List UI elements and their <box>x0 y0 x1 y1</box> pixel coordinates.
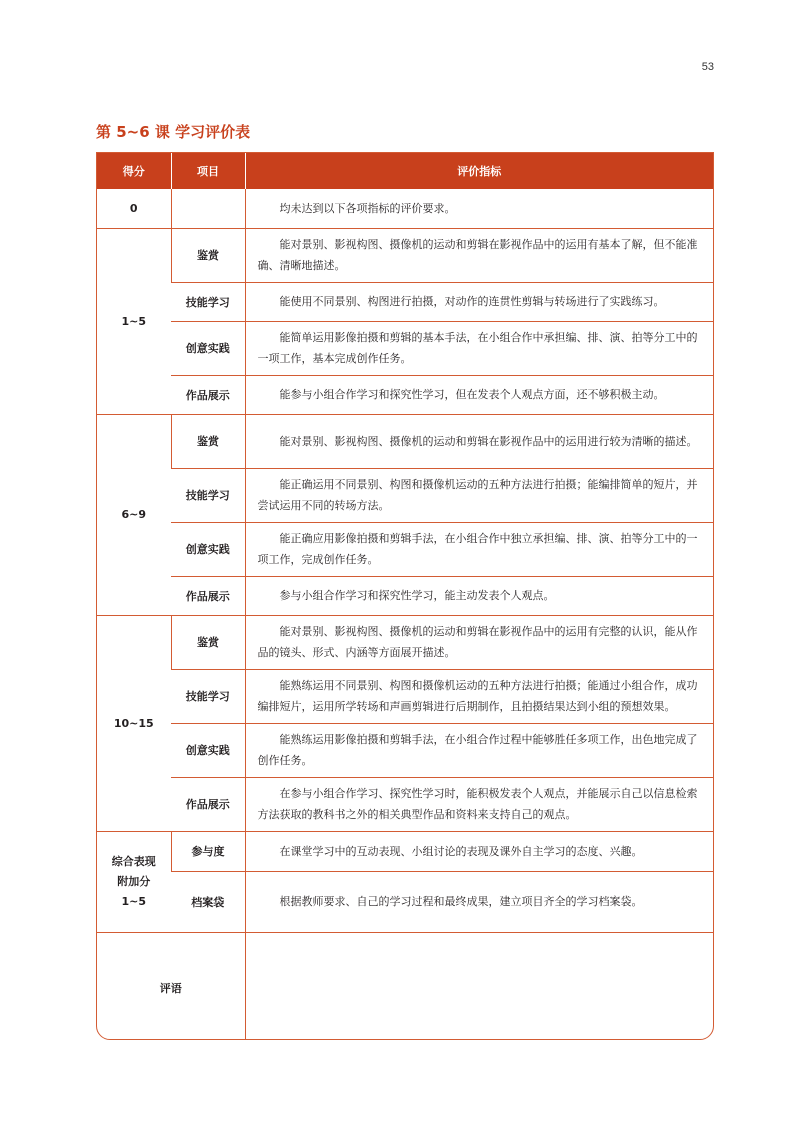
criteria-cell: 均未达到以下各项指标的评价要求。 <box>245 189 713 228</box>
header-item: 项目 <box>171 153 245 189</box>
criteria-cell: 能熟练运用影像拍摄和剪辑手法，在小组合作过程中能够胜任多项工作，出色地完成了创作任务。 <box>245 723 713 777</box>
item-cell: 创意实践 <box>171 321 245 375</box>
table-row <box>97 871 713 932</box>
criteria-cell: 能使用不同景别、构图进行拍摄，对动作的连贯性剪辑与转场进行了实践练习。 <box>245 282 713 321</box>
table-header-row <box>97 153 713 189</box>
header-score: 得分 <box>97 153 171 189</box>
table-row <box>97 189 713 228</box>
criteria-cell: 能正确应用影像拍摄和剪辑手法，在小组合作中独立承担编、排、演、拍等分工中的一项工作，完成创作任务。 <box>245 522 713 576</box>
page-number: 53 <box>701 61 714 73</box>
table-row <box>97 228 713 282</box>
evaluation-table <box>96 152 714 1040</box>
score-cell: 10~15 <box>97 615 171 831</box>
item-cell: 作品展示 <box>171 375 245 414</box>
header-criteria: 评价指标 <box>245 153 713 189</box>
table-row <box>97 615 713 669</box>
item-cell: 技能学习 <box>171 468 245 522</box>
score-cell: 6~9 <box>97 414 171 615</box>
table-row <box>97 468 713 522</box>
criteria-cell: 参与小组合作学习和探究性学习，能主动发表个人观点。 <box>245 576 713 615</box>
table-row <box>97 831 713 871</box>
table-row <box>97 375 713 414</box>
item-cell: 鉴赏 <box>171 414 245 468</box>
criteria-cell: 在参与小组合作学习、探究性学习时，能积极发表个人观点，并能展示自己以信息检索方法获取的教科书之外的相关典型作品和资料来支持自己的观点。 <box>245 777 713 831</box>
item-cell: 创意实践 <box>171 522 245 576</box>
score-cell: 0 <box>129 201 138 215</box>
item-cell: 鉴赏 <box>171 228 245 282</box>
score-cell: 综合表现附加分 1~5 <box>97 831 171 932</box>
item-cell: 作品展示 <box>171 777 245 831</box>
table-row <box>97 522 713 576</box>
comment-label: 评语 <box>97 932 245 1040</box>
item-cell: 创意实践 <box>171 723 245 777</box>
page-title: 第 5~6 课 学习评价表 <box>96 123 251 141</box>
item-cell: 鉴赏 <box>171 615 245 669</box>
item-cell: 作品展示 <box>171 576 245 615</box>
table-row <box>97 321 713 375</box>
criteria-cell: 在课堂学习中的互动表现、小组讨论的表现及课外自主学习的态度、兴趣。 <box>245 831 713 871</box>
item-cell <box>171 189 245 228</box>
table-row <box>97 282 713 321</box>
table-row <box>97 414 713 468</box>
criteria-cell: 能对景别、影视构图、摄像机的运动和剪辑在影视作品中的运用进行较为清晰的描述。 <box>245 414 713 468</box>
table-row <box>97 777 713 831</box>
table-row <box>97 576 713 615</box>
score-cell: 1~5 <box>97 228 171 414</box>
criteria-cell: 能熟练运用不同景别、构图和摄像机运动的五种方法进行拍摄；能通过小组合作，成功编排短片，运用所学转场和声画剪辑进行后期制作，且拍摄结果达到小组的预想效果。 <box>245 669 713 723</box>
criteria-cell: 能对景别、影视构图、摄像机的运动和剪辑在影视作品中的运用有基本了解，但不能准确、清晰地描述。 <box>245 228 713 282</box>
criteria-cell: 能正确运用不同景别、构图和摄像机运动的五种方法进行拍摄；能编排简单的短片，并尝试运用不同的转场方法。 <box>245 468 713 522</box>
criteria-cell: 能简单运用影像拍摄和剪辑的基本手法，在小组合作中承担编、排、演、拍等分工中的一项工作，基本完成创作任务。 <box>245 321 713 375</box>
table-row <box>97 669 713 723</box>
table-row <box>97 723 713 777</box>
item-cell: 技能学习 <box>171 282 245 321</box>
item-cell: 技能学习 <box>171 669 245 723</box>
criteria-cell: 根据教师要求、自己的学习过程和最终成果，建立项目齐全的学习档案袋。 <box>245 871 713 932</box>
criteria-cell: 能参与小组合作学习和探究性学习，但在发表个人观点方面，还不够积极主动。 <box>245 375 713 414</box>
item-cell: 档案袋 <box>171 871 245 932</box>
item-cell: 参与度 <box>171 831 245 871</box>
comment-row <box>97 932 713 1040</box>
comment-area[interactable] <box>245 932 713 1040</box>
criteria-cell: 能对景别、影视构图、摄像机的运动和剪辑在影视作品中的运用有完整的认识，能从作品的镜头、形式、内涵等方面展开描述。 <box>245 615 713 669</box>
